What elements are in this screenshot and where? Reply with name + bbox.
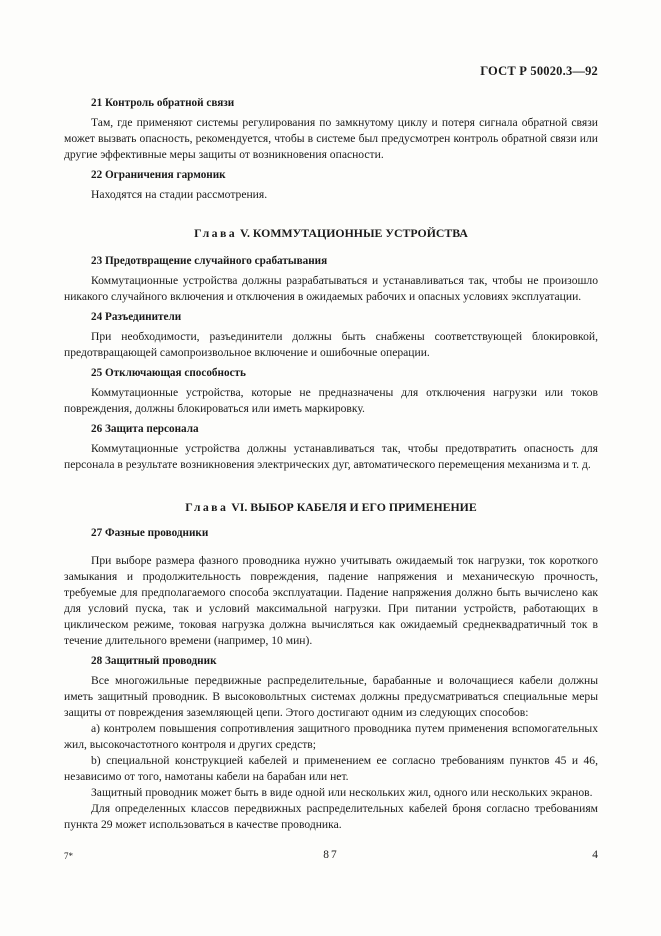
section-27-title: 27 Фазные проводники	[91, 527, 209, 539]
section-22-text: Находятся на стадии рассмотрения.	[91, 188, 268, 201]
section-28-text-1: Все многожильные передвижные распределительные, барабанные и волочащиеся кабели должны иметь защитный проводник. В высоковольтных системах должны предусматриваться специальные меры защиты от повреждения заземляющей цепи. Этого достигают одним из следующих способов:	[64, 674, 598, 719]
page-content	[64, 95, 598, 833]
chapter-6-title: VI. ВЫБОР КАБЕЛЯ И ЕГО ПРИМЕНЕНИЕ	[231, 500, 477, 514]
section-23-text: Коммутационные устройства должны разрабатываться и устанавливаться так, чтобы не произошло никакого случайного включения и отключения в ожидаемых рабочих и опасных условиях эксплуатации.	[64, 274, 598, 303]
chapter-6-heading	[64, 499, 598, 515]
section-28-title: 28 Защитный проводник	[91, 655, 217, 667]
section-21-text: Там, где применяют системы регулирования по замкнутому циклу и потеря сигнала обратной связи может вызвать опасность, рекомендуется, чтобы в системе был предусмотрен контроль обратной связи или другие эффективные меры защиты от возникновения опасности.	[64, 116, 598, 161]
section-28-item-a: а) контролем повышения сопротивления защитного проводника путем применения вспомогательных жил, высокочастотного контроля и других средств;	[64, 722, 598, 751]
footer-signature-mark: 7*	[64, 851, 73, 861]
chapter-5-prefix: Глава	[194, 226, 238, 240]
section-28-text-3: Для определенных классов передвижных распределительных кабелей броня согласно требованиям пункта 29 может использоваться в качестве проводника.	[64, 802, 598, 831]
section-21-title: 21 Контроль обратной связи	[91, 97, 235, 109]
section-27-text: При выборе размера фазного проводника нужно учитывать ожидаемый ток нагрузки, ток короткого замыкания и продолжительность повреждения, падение напряжения и механическую прочность, требуемые для предполагаемого способа эксплуатации. Падение напряжения должно быть вычислено как для условий пуска, так и условий максимальной нагрузки. При питании устройств, работающих в циклическом режиме, токовая нагрузка должна вычисляться как ожидаемый среднеквадратичный ток в течение длительного времени (например, 10 мин).	[64, 554, 598, 647]
section-25-title: 25 Отключающая способность	[91, 367, 246, 379]
section-24-title: 24 Разъединители	[91, 311, 182, 323]
footer-center-number: 87	[323, 849, 339, 861]
section-28-text-2: Защитный проводник может быть в виде одной или нескольких жил, одного или нескольких экранов.	[91, 786, 593, 799]
section-26-text: Коммутационные устройства должны устанавливаться так, чтобы предотвратить опасность для персонала в результате возникновения электрических дуг, автоматического перемещения механизма и т. д.	[64, 442, 598, 471]
section-22-title: 22 Ограничения гармоник	[91, 169, 226, 181]
section-24-text: При необходимости, разъединители должны быть снабжены соответствующей блокировкой, предотвращающей самопроизвольное включение и ошибочные операции.	[64, 330, 598, 359]
section-23-title: 23 Предотвращение случайного срабатывания	[91, 255, 328, 267]
section-28-item-b: b) специальной конструкцией кабелей и применением ее согласно требованиям пунктов 45 и 46, независимо от того, намотаны кабели на барабан или нет.	[64, 754, 598, 783]
section-25-text: Коммутационные устройства, которые не предназначены для отключения нагрузки или токов повреждения, должны блокироваться или иметь маркировку.	[64, 386, 598, 415]
section-26-title: 26 Защита персонала	[91, 423, 199, 435]
chapter-5-title: V. КОММУТАЦИОННЫЕ УСТРОЙСТВА	[240, 226, 468, 240]
chapter-6-prefix: Глава	[185, 500, 229, 514]
chapter-5-heading	[64, 225, 598, 241]
page-footer	[64, 849, 598, 865]
document-id-header: ГОСТ Р 50020.3—92	[480, 64, 598, 78]
page-number: 4	[592, 849, 598, 861]
